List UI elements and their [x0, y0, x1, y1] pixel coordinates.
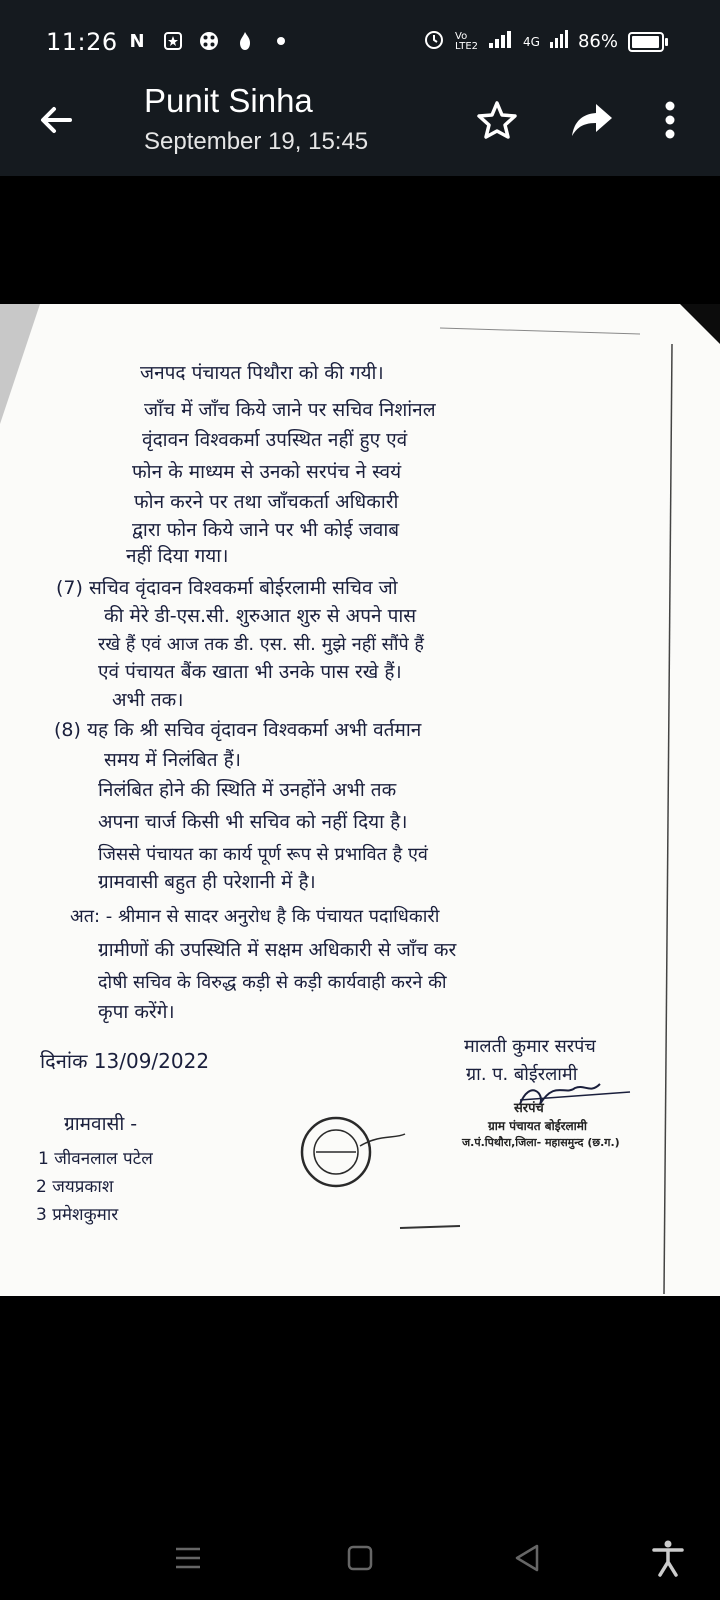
timestamp: September 19, 15:45: [144, 128, 369, 155]
villagers-heading: ग्रामवासी -: [64, 1113, 138, 1135]
network-type-label: 4G: [523, 34, 540, 49]
badge-icon: [162, 30, 184, 52]
gamepad-icon: [198, 30, 220, 52]
doc-line: कृपा करेंगे।: [98, 1001, 175, 1023]
doc-line: निलंबित होने की स्थिति में उनहोंने अभी तक: [98, 779, 397, 801]
doc-line: (8) यह कि श्री सचिव वृंदावन विश्वकर्मा अभी वर्तमान: [54, 719, 422, 741]
signature-place: ग्रा. प. बोईरलामी: [466, 1064, 578, 1085]
doc-line: ग्रामवासी बहुत ही परेशानी में है।: [98, 871, 316, 893]
status-right: [423, 28, 664, 55]
share-button[interactable]: [570, 100, 614, 140]
doc-line: की मेरे डी-एस.सी. शुरुआत शुरु से अपने पास: [104, 605, 417, 627]
doc-line: रखे हैं एवं आज तक डी. एस. सी. मुझे नहीं सौंपे हैं: [98, 634, 424, 655]
menu-icon: [168, 1538, 208, 1578]
favorite-button[interactable]: [476, 100, 518, 140]
contact-name: Punit Sinha: [144, 82, 313, 119]
accessibility-button[interactable]: [648, 1538, 688, 1578]
doc-line: फोन के माध्यम से उनको सरपंच ने स्वयं: [132, 461, 402, 483]
doc-date: दिनांक 13/09/2022: [40, 1049, 210, 1073]
back-button[interactable]: [36, 100, 76, 140]
home-square-icon: [340, 1538, 380, 1578]
doc-line: (7) सचिव वृंदावन विश्वकर्मा बोईरलामी सचिव जो: [56, 577, 398, 599]
menu-button[interactable]: [168, 1538, 208, 1578]
stamp-line-1: ग्राम पंचायत बोईरलामी: [488, 1119, 588, 1133]
doc-line: अपना चार्ज किसी भी सचिव को नहीं दिया है।: [98, 811, 408, 833]
system-nav-bar: [0, 1520, 720, 1600]
doc-line: जिससे पंचायत का कार्य पूर्ण रूप से प्रभावित है एवं: [98, 844, 428, 865]
document-image[interactable]: [0, 304, 720, 1296]
status-time: 11:26: [46, 28, 118, 56]
doc-line: जनपद पंचायत पिथौरा को की गयी।: [140, 362, 384, 384]
doc-line: फोन करने पर तथा जाँचकर्ता अधिकारी: [134, 491, 399, 513]
doc-line: समय में निलंबित हैं।: [104, 749, 241, 771]
doc-line: जाँच में जाँच किये जाने पर सचिव निशांनल: [144, 399, 436, 421]
battery-icon: [628, 32, 664, 52]
back-triangle-icon: [508, 1538, 548, 1578]
doc-line: अत: - श्रीमान से सादर अनुरोध है कि पंचायत पदाधिकारी: [70, 906, 440, 927]
signal-icon-2: [550, 30, 568, 53]
doc-line: ग्रामीणों की उपस्थिति में सक्षम अधिकारी से जाँच कर: [98, 939, 457, 961]
star-outline-icon: [476, 100, 518, 140]
doc-line: दोषी सचिव के विरुद्ध कड़ी से कड़ी कार्यवाही करने की: [98, 972, 447, 993]
villager-entry: 1 जीवनलाल पटेल: [38, 1149, 153, 1169]
doc-line: एवं पंचायत बैंक खाता भी उनके पास रखे हैं।: [98, 661, 402, 683]
dot-icon: [270, 30, 292, 52]
netflix-icon: N: [129, 30, 145, 52]
status-bar: [0, 0, 720, 88]
battery-percent: 86%: [577, 31, 618, 52]
signal-icon: [489, 30, 513, 53]
flame-icon: [234, 30, 256, 52]
villager-entry: 3 प्रमेशकुमार: [36, 1205, 119, 1225]
stamp-line-2: ज.पं.पिथौरा,जिला- महासमुन्द (छ.ग.): [462, 1136, 620, 1149]
arrow-back-icon: [36, 100, 76, 140]
home-button[interactable]: [340, 1538, 380, 1578]
signature-name: मालती कुमार सरपंच: [464, 1036, 596, 1057]
volte-label: Vo LTE2: [455, 30, 479, 52]
doc-line: नहीं दिया गया।: [126, 545, 229, 567]
doc-line: अभी तक।: [112, 689, 184, 711]
more-options-button[interactable]: [664, 100, 676, 140]
round-seal: [302, 1118, 405, 1186]
more-vert-icon: [664, 100, 676, 140]
villager-entry: 2 जयप्रकाश: [36, 1177, 114, 1197]
doc-line: वृंदावन विश्वकर्मा उपस्थित नहीं हुए एवं: [142, 429, 408, 451]
doc-line: द्वारा फोन किये जाने पर भी कोई जवाब: [132, 519, 400, 541]
alarm-icon: [423, 28, 445, 55]
stamp-title: सरपंच: [514, 1101, 544, 1116]
notification-icons: [126, 30, 292, 52]
accessibility-icon: [648, 1538, 688, 1578]
back-nav-button[interactable]: [508, 1538, 548, 1578]
share-icon: [570, 100, 614, 140]
